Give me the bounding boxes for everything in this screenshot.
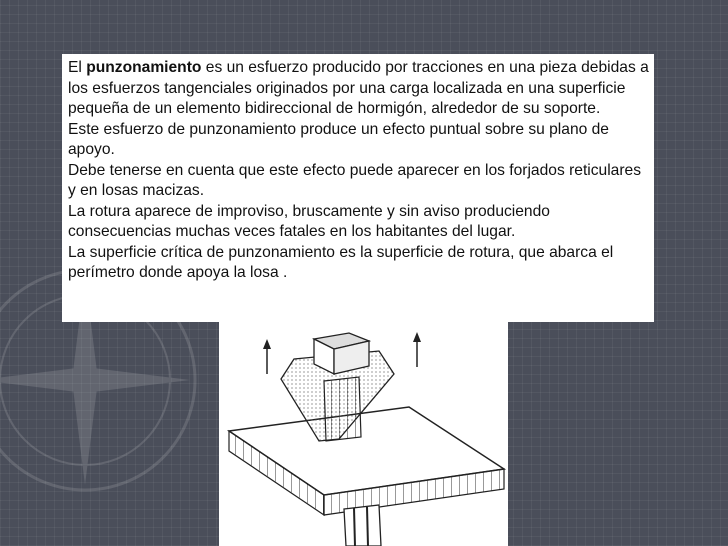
sentence-1: es un esfuerzo producido por tracciones en una pieza debidas a los esfuerzos tangenciales originados por una carga localizada en una superficie pequeña de un elemento bidireccional de hormigón, alrededor de su soporte. bbox=[68, 59, 649, 117]
term-punzonamiento: punzonamiento bbox=[86, 59, 202, 76]
body-paragraph bbox=[68, 58, 653, 284]
intro-word: El bbox=[68, 59, 82, 76]
sentence-5: La superficie crítica de punzonamiento es la superficie de rotura, que abarca el perímetro donde apoya la losa . bbox=[68, 243, 614, 281]
sentence-2: Este esfuerzo de punzonamiento produce un efecto puntual sobre su plano de apoyo. bbox=[68, 120, 609, 158]
punching-shear-drawing bbox=[219, 319, 508, 546]
punching-shear-illustration bbox=[219, 319, 508, 546]
sentence-3: Debe tenerse en cuenta que este efecto puede aparecer en los forjados reticulares y en losas macizas. bbox=[68, 161, 642, 199]
sentence-4: La rotura aparece de improviso, bruscamente y sin aviso produciendo consecuencias muchas veces fatales en los habitantes del lugar. bbox=[68, 202, 550, 240]
